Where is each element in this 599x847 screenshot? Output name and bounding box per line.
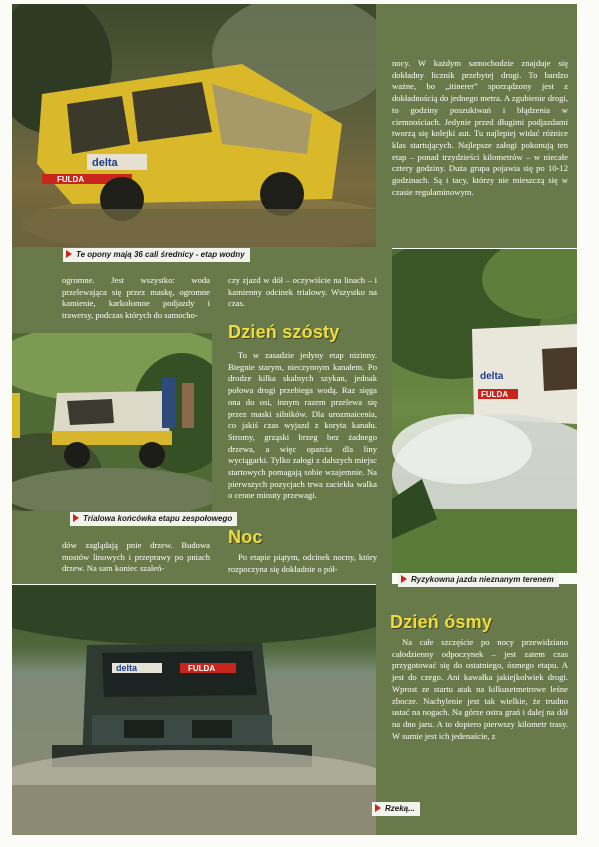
- right-truck-logo-fulda: FULDA: [481, 390, 509, 399]
- caption-right-photo: [398, 573, 559, 587]
- caption-bottom-text: Rzeką...: [385, 804, 415, 813]
- photo-yellow-truck-water: [12, 4, 376, 247]
- caption-top-text: Te opony mają 36 cali średnicy - etap wodny: [76, 250, 245, 259]
- paragraph-night: Po etapie piątym, odcinek nocny, który rozpoczyna się dokładnie o pół-: [228, 552, 377, 574]
- paragraph-day-six: To w zasadzie jedyny etap nizinny. Biegnie starym, nieczynnym kanałem. Po drodze kilka skalnych szykan, jednak połowa drogi przebiega wodą. Raz sięga ona do osi, innym razem przelewa się przez maski silników. Dla urozmaicenia, co jakiś czas wyjazd z koryta kanału. Stromy, grząski brzeg bez żadnego drzewa, a więc oparcia dla liny wyciągarki. Tylko załogi z dalszych miejsc startowych pomagają sobie wzajemnie. Na pierwszych pozycjach trwa zaciekła walka o cenne minuty przewagi.: [228, 350, 377, 501]
- caption-mid-photo: [70, 512, 237, 526]
- caption-arrow-icon: [401, 575, 407, 583]
- paragraph-left-1: ogromne. Jest wszystko: woda przelewająca się przez maskę, ogromne kamienie, karkołomne podjazdy i trawersy, podczas których do samocho-: [62, 275, 210, 321]
- caption-mid-text: Trialowa końcówka etapu zespołowego: [83, 514, 233, 523]
- bottom-brand-delta: delta: [116, 663, 138, 673]
- column-middle-top: [228, 275, 377, 310]
- caption-bottom-photo: [372, 802, 420, 816]
- caption-top-photo: [63, 248, 250, 262]
- paragraph-left-2: dów zaglądają pnie drzew. Budowa mostów linowych i przeprawy po pniach drzew. Na sam koniec szaleń-: [62, 540, 210, 574]
- top-door-logo-delta: delta: [92, 157, 118, 169]
- column-top-right: [392, 58, 568, 198]
- bottom-brand-fulda: FULDA: [188, 664, 216, 673]
- column-left-top: [62, 275, 210, 322]
- paragraph-day-eight: Na całe szczęście po nocy przewidziano całodzienny odpoczynek – jest zatem czas przygotować się do ostatniego, ósmego etapu. A jest do czego. Ani kawałka jakiejkolwiek drogi. Wprost ze startu atak na kilkusetmetrowe leśne zbocze. Nachylenie jest tak wielkie, że trudno ustać na nogach. Na górze ostra grań i dalej na dół na dno jaru. A to dopiero pierwszy kilometr trasy. W sumie jest ich jedenaście, z: [392, 637, 568, 741]
- right-truck-logo-delta: delta: [480, 371, 504, 382]
- caption-arrow-icon: [66, 250, 72, 258]
- caption-right-text: Ryzykowna jazda nieznanym terenem: [411, 575, 554, 584]
- photo-risky-drive: [392, 249, 577, 573]
- top-side-logo-fulda: FULDA: [57, 175, 85, 184]
- heading-day-eight: Dzień ósmy: [390, 612, 493, 632]
- paragraph-top-right: nocy. W każdym samochodzie znajduje się dokładny licznik przebytej drogi. To bardzo ważne, bo „itinerer” sporządzony jest z dokładnością do jednego metra. A zgubienie drogi, to godziny poszukiwań i błądzenia w ciemnościach. Jedynie przed długimi podjazdami tworzą się kolejki aut. Tu najlepiej widać różnice klas startujących. Najlepsze załogi pokonują ten etap – ponad trzydzieści kilometrów – w niecałe cztery godziny. Duża grupa pojawia się po 10-12 godzinach. Są i tacy, którzy nie mieszczą się w czasie regulaminowym.: [392, 58, 568, 197]
- caption-arrow-icon: [375, 804, 381, 812]
- heading-day-six: Dzień szósty: [228, 322, 340, 342]
- photo-trial-ending: [12, 333, 212, 511]
- column-day-eight: [392, 637, 568, 742]
- caption-arrow-icon: [73, 514, 79, 522]
- column-day-six: [228, 350, 377, 502]
- heading-night: Noc: [228, 527, 263, 547]
- column-night: [228, 552, 377, 575]
- paragraph-mid-top: czy zjazd w dół – oczywiście na linach – i kamienny odcinek trialowy. Wszystko na czas.: [228, 275, 377, 309]
- column-left-bottom: [62, 540, 210, 575]
- photo-jeep-river: [12, 585, 376, 835]
